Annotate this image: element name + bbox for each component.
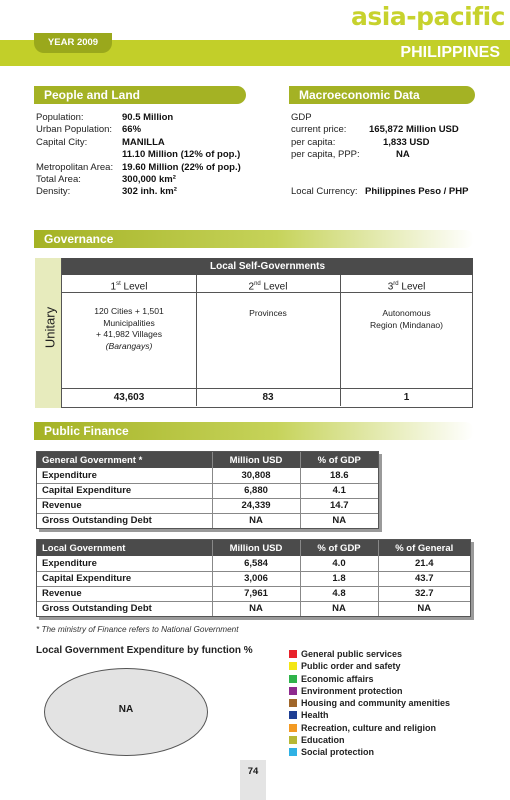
level-1-description: 120 Cities + 1,501 Municipalities + 41,982 Villages (Barangays) (94, 306, 164, 351)
legend-swatch (289, 662, 297, 670)
table-row: Expenditure 30,808 18.6 (37, 468, 378, 483)
col-header: Million USD (212, 540, 300, 556)
footnote: * The ministry of Finance refers to National Government (36, 625, 239, 634)
table-row: Capital Expenditure 3,006 1.8 43.7 (37, 571, 470, 586)
legend-swatch (289, 748, 297, 756)
pl-value: MANILLA (122, 136, 165, 148)
pl-value: 302 inh. km² (122, 186, 177, 198)
pl-key: Capital City: (36, 136, 88, 148)
table-row: Revenue 24,339 14.7 (37, 498, 378, 513)
table-row: Revenue 7,961 4.8 32.7 (37, 586, 470, 601)
macro-gdp-label: GDP (291, 112, 312, 123)
macro-value: NA (396, 149, 410, 161)
legend-item: General public services (289, 648, 450, 660)
col-header: % of GDP (300, 452, 378, 468)
pl-value: 11.10 Million (12% of pop.) (122, 149, 241, 161)
unitary-column (35, 258, 62, 408)
legend-swatch (289, 675, 297, 683)
macro-value: 165,872 Million USD (369, 124, 459, 136)
legend-item: Housing and community amenities (289, 697, 450, 709)
public-finance-heading: Public Finance (34, 422, 474, 440)
page-number: 74 (240, 760, 266, 800)
legend-item: Education (289, 734, 450, 746)
macro-value: 1,833 USD (383, 136, 430, 148)
table-row: Capital Expenditure 6,880 4.1 (37, 483, 378, 498)
divider (340, 275, 341, 406)
legend-item: Economic affairs (289, 673, 450, 685)
legend-item: Public order and safety (289, 660, 450, 672)
col-header: Million USD (212, 452, 300, 468)
unitary-label: Unitary (42, 306, 58, 349)
legend-swatch (289, 736, 297, 744)
currency-key: Local Currency: (291, 186, 358, 197)
currency-value: Philippines Peso / PHP (365, 186, 469, 197)
legend-item: Health (289, 709, 450, 721)
legend-swatch (289, 699, 297, 707)
table-row: Expenditure 6,584 4.0 21.4 (37, 556, 470, 571)
country-title: PHILIPPINES (400, 44, 500, 61)
expenditure-legend (289, 648, 450, 759)
pl-value: 300,000 km² (122, 174, 176, 185)
macro-heading: Macroeconomic Data (289, 86, 475, 104)
people-land-heading: People and Land (34, 86, 246, 104)
level-2-total: 83 (196, 388, 340, 405)
local-government-table (36, 539, 471, 617)
level-2-header: 2nd Level (196, 275, 340, 293)
level-2-description: Provinces (249, 308, 287, 318)
region-title: asia-pacific (351, 2, 505, 31)
table-row: Gross Outstanding Debt NA NA (37, 513, 378, 528)
year-tab: YEAR 2009 (34, 33, 112, 53)
macro-table (291, 112, 506, 202)
legend-swatch (289, 650, 297, 658)
level-3-total: 1 (340, 388, 473, 405)
pl-key: Density: (36, 186, 71, 198)
pl-value: 66% (122, 124, 142, 136)
general-government-table (36, 451, 379, 529)
col-header: % of GDP (300, 540, 378, 556)
legend-swatch (289, 687, 297, 695)
expenditure-na-label: NA (118, 704, 134, 715)
local-self-governments-header: Local Self-Governments (62, 258, 473, 275)
pl-key: Urban Population: (36, 124, 113, 136)
legend-swatch (289, 711, 297, 719)
pl-key: Population: (36, 112, 84, 123)
col-header: % of General (378, 540, 470, 556)
col-header: General Government * (37, 452, 212, 468)
macro-key: per capita: (291, 136, 336, 148)
level-1-header: 1st Level (62, 275, 196, 293)
macro-key: per capita, PPP: (291, 149, 360, 161)
level-1-total: 43,603 (62, 388, 196, 405)
macro-key: current price: (291, 124, 347, 136)
divider (196, 275, 197, 406)
governance-heading: Governance (34, 230, 474, 248)
pl-key: Total Area: (36, 174, 81, 185)
expenditure-chart-title: Local Government Expenditure by function % (36, 645, 253, 656)
table-row: Gross Outstanding Debt NA NA NA (37, 601, 470, 616)
legend-item: Environment protection (289, 685, 450, 697)
pl-value: 19.60 Million (22% of pop.) (122, 161, 241, 173)
legend-item: Social protection (289, 746, 450, 758)
people-land-table (36, 112, 276, 212)
pl-key: Metropolitan Area: (36, 161, 114, 173)
level-3-header: 3rd Level (340, 275, 473, 293)
pl-value: 90.5 Million (122, 112, 174, 123)
legend-swatch (289, 724, 297, 732)
col-header: Local Government (37, 540, 212, 556)
level-3-description: Autonomous Region (Mindanao) (369, 308, 444, 330)
legend-item: Recreation, culture and religion (289, 722, 450, 734)
